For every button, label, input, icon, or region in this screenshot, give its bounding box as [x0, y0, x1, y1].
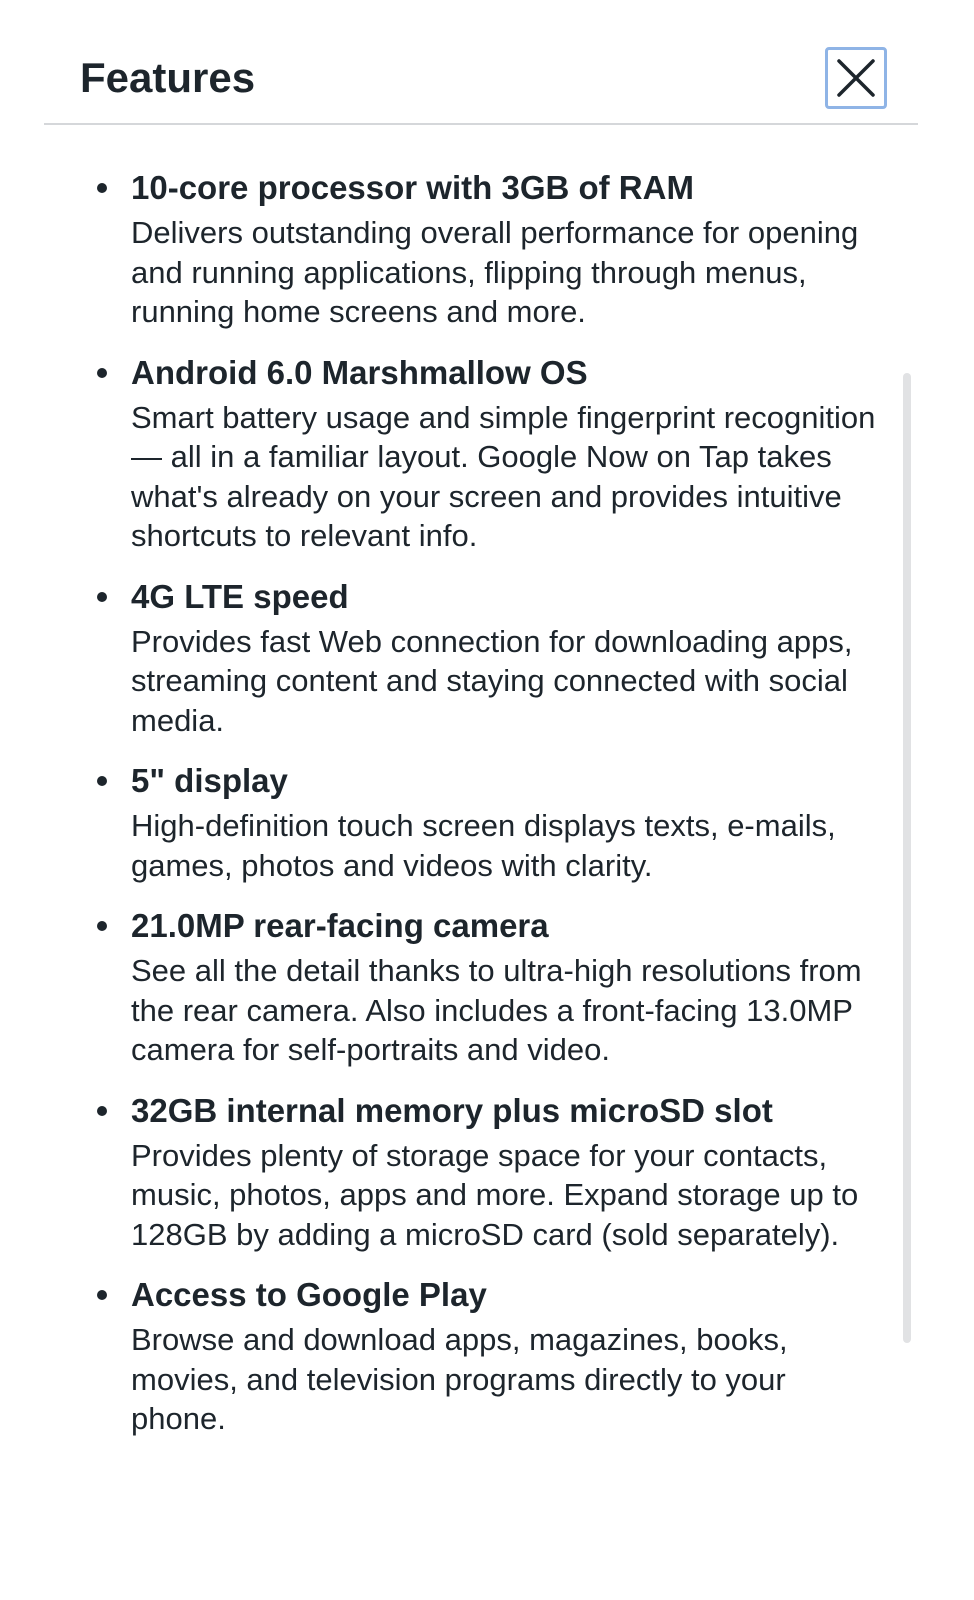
bullet-icon — [97, 368, 107, 378]
feature-title: 5" display — [131, 762, 288, 799]
feature-item — [0, 1274, 900, 1439]
feature-item — [0, 1090, 900, 1255]
feature-title: 32GB internal memory plus microSD slot — [131, 1091, 773, 1129]
bullet-icon — [97, 1290, 107, 1300]
bullet-icon — [97, 776, 107, 786]
modal-title: Features — [80, 54, 256, 101]
bullet-icon — [97, 1106, 107, 1116]
close-icon — [836, 58, 876, 98]
feature-title: 10-core processor with 3GB of RAM — [131, 169, 694, 206]
feature-description: Browse and download apps, magazines, books, movies, and television programs directly to your phone. — [131, 1322, 788, 1436]
feature-title: Android 6.0 Marshmallow OS — [131, 353, 588, 391]
feature-title: 4G LTE speed — [131, 577, 349, 615]
feature-description: Smart battery usage and simple fingerprint recognition — all in a familiar layout. Google Now on Tap takes what's already on your screen and provides intuitive shortcuts to relevant info. — [131, 399, 876, 553]
feature-item — [0, 905, 900, 1070]
feature-list — [0, 167, 900, 1459]
feature-item — [0, 760, 900, 885]
feature-title: 21.0MP rear-facing camera — [131, 907, 549, 944]
feature-description: Provides plenty of storage space for your contacts, music, photos, apps and more. Expand storage up to 128GB by adding a microSD card (sold separately). — [131, 1137, 859, 1252]
scrollbar[interactable] — [903, 373, 911, 1343]
feature-title: Access to Google Play — [131, 1276, 487, 1313]
modal-header — [44, 0, 918, 125]
close-button[interactable] — [825, 47, 887, 109]
feature-item — [0, 576, 900, 741]
bullet-icon — [97, 183, 107, 193]
features-content — [0, 125, 974, 1600]
feature-item — [0, 352, 900, 556]
feature-description: See all the detail thanks to ultra-high resolutions from the rear camera. Also includes a front-facing 13.0MP camera for self-portraits and video. — [131, 953, 862, 1067]
feature-item — [0, 167, 900, 332]
feature-description: Delivers outstanding overall performance for opening and running applications, flipping through menus, running home screens and more. — [131, 215, 859, 329]
feature-description: High-definition touch screen displays texts, e-mails, games, photos and videos with clarity. — [131, 808, 836, 883]
feature-description: Provides fast Web connection for downloading apps, streaming content and staying connected with social media. — [131, 623, 853, 738]
bullet-icon — [97, 921, 107, 931]
bullet-icon — [97, 592, 107, 602]
